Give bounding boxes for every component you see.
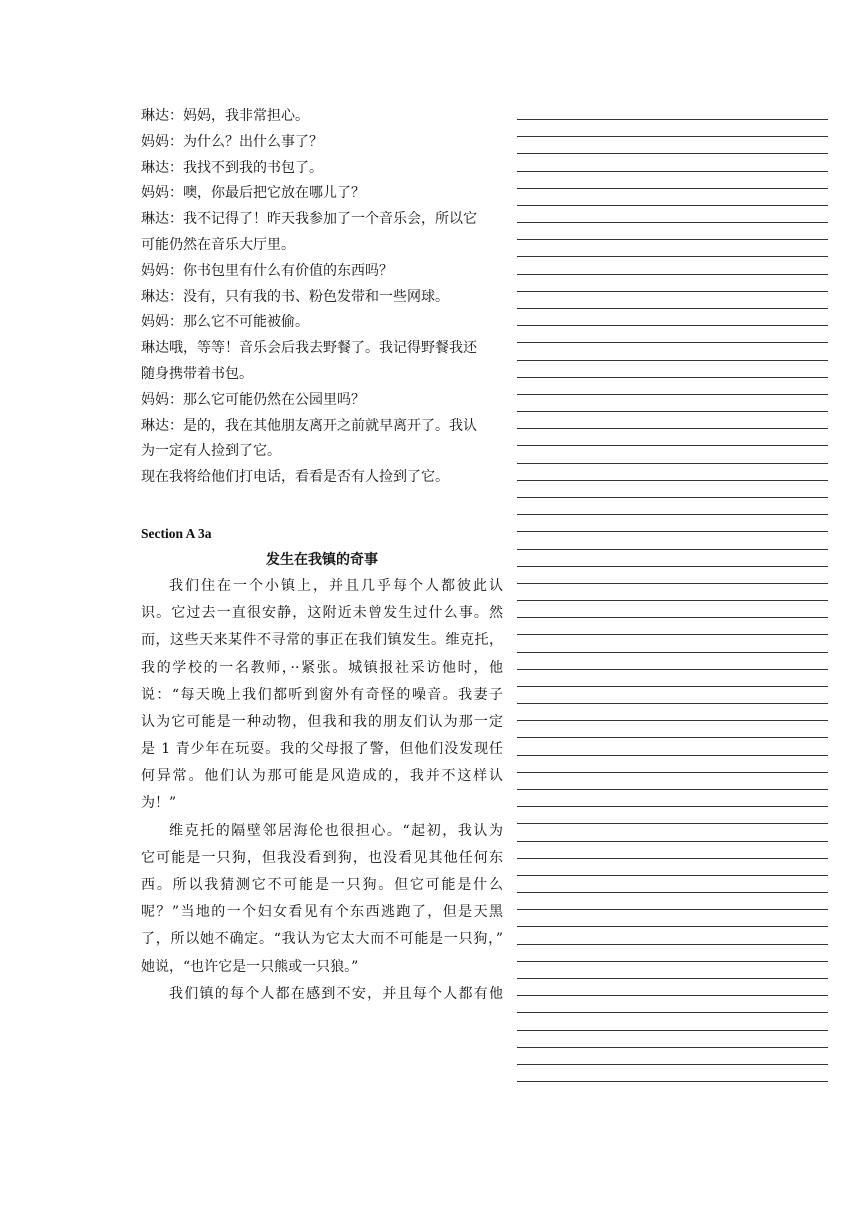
writing-line xyxy=(517,720,828,721)
writing-line xyxy=(517,514,828,515)
dialogue-line: 妈妈：那么它不可能被偷。 xyxy=(141,314,309,331)
writing-line xyxy=(517,944,828,945)
story-paragraph xyxy=(141,981,503,1008)
dialogue-line: 可能仍然在音乐大厅里。 xyxy=(141,236,295,253)
paragraph-line: 她说，“也许它是一只熊或一只狼。” xyxy=(141,958,359,975)
writing-line xyxy=(517,841,828,842)
paragraph-line: 说：“每天晚上我们都听到窗外有奇怪的噪音。我妻子 xyxy=(141,686,503,703)
writing-line xyxy=(517,961,828,962)
writing-lines xyxy=(517,0,828,1216)
dialogue-line: 琳达：妈妈，我非常担心。 xyxy=(141,108,309,124)
writing-line xyxy=(517,325,828,326)
writing-line xyxy=(517,737,828,738)
writing-line xyxy=(517,617,828,618)
writing-line xyxy=(517,239,828,240)
dialogue-line: 琳达：没有，只有我的书、粉色发带和一些网球。 xyxy=(141,288,449,305)
writing-line xyxy=(517,875,828,876)
paragraph-line: 西。所以我猜测它不可能是一只狗。但它可能是什么 xyxy=(141,877,503,894)
writing-line xyxy=(517,188,828,189)
writing-line xyxy=(517,480,828,481)
writing-line xyxy=(517,583,828,584)
dialogue-line: 为一定有人捡到了它。 xyxy=(141,443,281,460)
dialogue-line: 妈妈：那么它可能仍然在公园里吗？ xyxy=(141,391,365,408)
dialogue-line: 妈妈：噢，你最后把它放在哪儿了？ xyxy=(141,185,365,202)
dialogue-line: 随身携带着书包。 xyxy=(141,365,253,382)
writing-line xyxy=(517,858,828,859)
paragraph-line: 而，这些天来某件不寻常的事正在我们镇发生。维克托， xyxy=(141,632,503,649)
writing-line xyxy=(517,497,828,498)
story-paragraph xyxy=(141,818,503,981)
writing-line xyxy=(517,600,828,601)
writing-line xyxy=(517,411,828,412)
writing-line xyxy=(517,755,828,756)
writing-line xyxy=(517,823,828,824)
writing-line xyxy=(517,531,828,532)
dialogue-line: 琳达哦，等等！音乐会后我去野餐了。我记得野餐我还 xyxy=(141,340,477,357)
writing-line xyxy=(517,549,828,550)
paragraph-line: 了，所以她不确定。“我认为它太大而不可能是一只狗，” xyxy=(141,931,503,948)
writing-line xyxy=(517,669,828,670)
writing-line xyxy=(517,892,828,893)
story-title: 发生在我镇的奇事 xyxy=(266,551,378,568)
writing-line xyxy=(517,703,828,704)
paragraph-line: 它可能是一只狗，但我没看到狗，也没看见其他任何东 xyxy=(141,849,503,866)
writing-line xyxy=(517,445,828,446)
writing-line xyxy=(517,171,828,172)
writing-line xyxy=(517,342,828,343)
paragraph-line: 何异常。他们认为那可能是风造成的，我并不这样认 xyxy=(141,768,503,785)
writing-line xyxy=(517,377,828,378)
text-column xyxy=(141,104,503,1008)
writing-line xyxy=(517,153,828,154)
writing-line xyxy=(517,926,828,927)
paragraph-line: 我们住在一个小镇上，并且几乎每个人都彼此认 xyxy=(169,577,503,594)
writing-line xyxy=(517,205,828,206)
section-label: Section A 3a xyxy=(141,525,212,541)
story-paragraph xyxy=(141,573,503,818)
dialogue xyxy=(141,104,503,491)
writing-line xyxy=(517,291,828,292)
writing-line xyxy=(517,789,828,790)
dialogue-line: 妈妈：你书包里有什么有价值的东西吗？ xyxy=(141,262,393,279)
writing-line xyxy=(517,806,828,807)
paragraph-line: 是 1 青少年在玩耍。我的父母报了警，但他们没发现任 xyxy=(141,741,503,758)
writing-line xyxy=(517,256,828,257)
writing-line xyxy=(517,428,828,429)
writing-line xyxy=(517,652,828,653)
paragraph-line: 我的学校的一名教师，··紧张。城镇报社采访他时，他 xyxy=(141,659,503,676)
dialogue-line: 琳达：我找不到我的书包了。 xyxy=(141,159,323,176)
dialogue-line: 现在我将给他们打电话，看看是否有人捡到了它。 xyxy=(141,469,449,486)
writing-line xyxy=(517,308,828,309)
writing-line xyxy=(517,909,828,910)
dialogue-line: 琳达：是的，我在其他朋友离开之前就早离开了。我认 xyxy=(141,417,477,434)
paragraph-line: 为！” xyxy=(141,795,177,812)
writing-line xyxy=(517,772,828,773)
writing-line xyxy=(517,222,828,223)
writing-line xyxy=(517,360,828,361)
dialogue-line: 妈妈：为什么？出什么事了？ xyxy=(141,133,323,150)
writing-line xyxy=(517,394,828,395)
writing-line xyxy=(517,634,828,635)
writing-line xyxy=(517,566,828,567)
paragraph-line: 识。它过去一直很安静，这附近未曾发生过什么事。然 xyxy=(141,605,503,622)
writing-line xyxy=(517,1047,828,1048)
writing-line xyxy=(517,686,828,687)
paragraph-line: 认为它可能是一种动物，但我和我的朋友们认为那一定 xyxy=(141,713,503,730)
writing-line xyxy=(517,1012,828,1013)
writing-line xyxy=(517,1081,828,1082)
writing-line xyxy=(517,1030,828,1031)
writing-line xyxy=(517,136,828,137)
dialogue-line: 琳达：我不记得了！昨天我参加了一个音乐会，所以它 xyxy=(141,211,477,228)
paragraph-line: 我们镇的每个人都在感到不安，并且每个人都有他 xyxy=(169,985,503,1002)
writing-line xyxy=(517,119,828,120)
writing-line xyxy=(517,978,828,979)
paragraph-line: 呢？”当地的一个妇女看见有个东西逃跑了，但是天黑 xyxy=(141,904,503,921)
writing-line xyxy=(517,463,828,464)
paragraph-line: 维克托的隔壁邻居海伦也很担心。“起初，我认为 xyxy=(169,822,503,839)
writing-line xyxy=(517,1064,828,1065)
writing-line xyxy=(517,995,828,996)
writing-line xyxy=(517,274,828,275)
